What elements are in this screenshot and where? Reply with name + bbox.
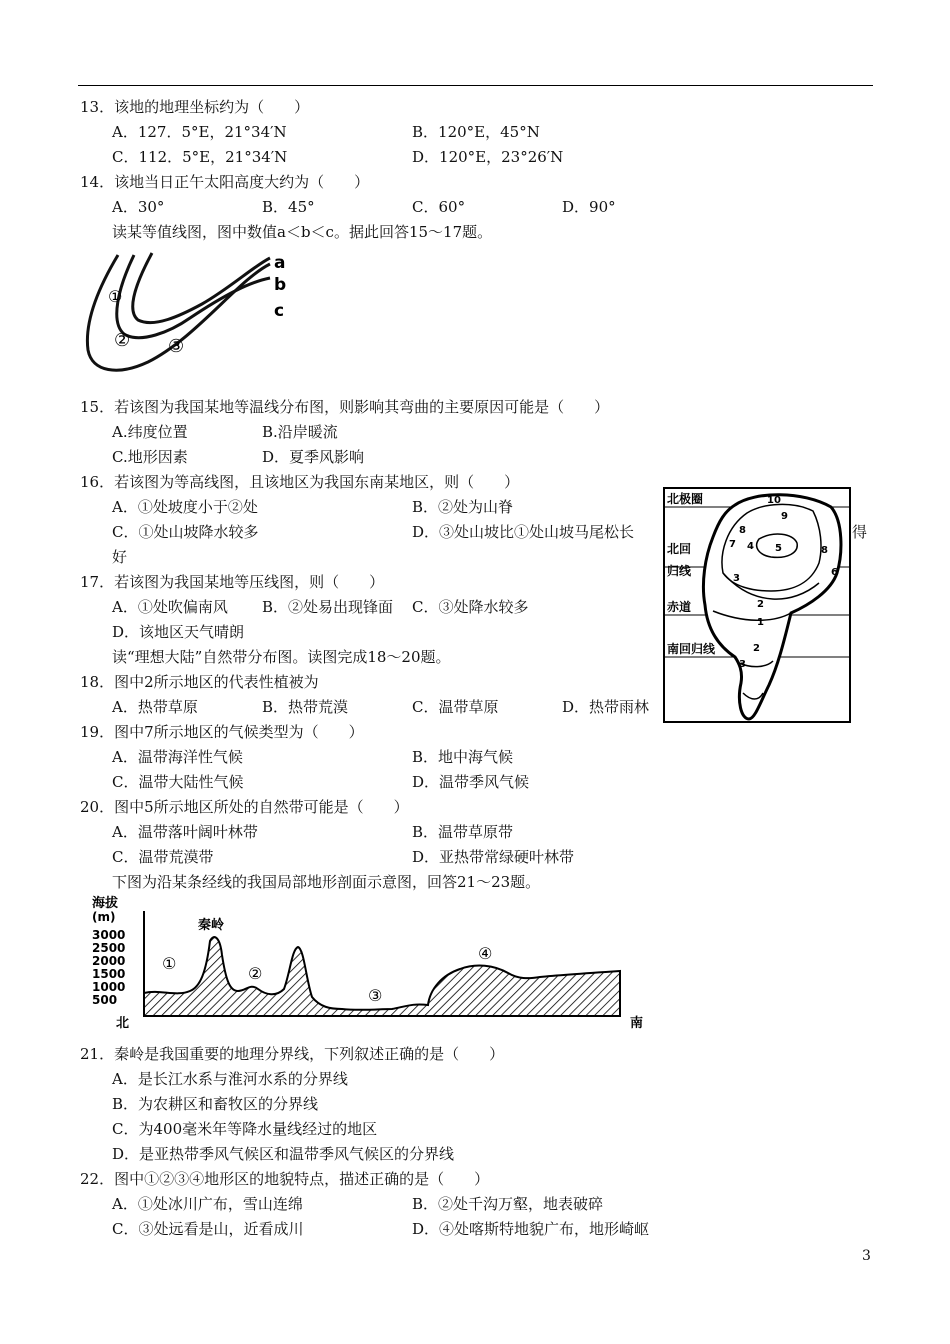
zone-4: 4	[747, 541, 754, 552]
q13-option-d: D．120°E，23°26′N	[412, 148, 564, 166]
q14-option-c: C．60°	[412, 198, 466, 216]
q21-stem: 21．秦岭是我国重要的地理分界线，下列叙述正确的是（ ）	[80, 1045, 505, 1063]
ideal-continent-figure	[663, 487, 851, 723]
q15-stem: 15．若该图为我国某地等温线分布图，则影响其弯曲的主要原因可能是（ ）	[80, 398, 610, 416]
profile-label-south: 南	[630, 1016, 644, 1030]
lat-label-tropic-n-2: 归线	[667, 564, 692, 578]
q22-option-b: B．②处千沟万壑，地表破碎	[412, 1195, 604, 1213]
q14-option-d: D．90°	[562, 198, 616, 216]
q20-option-a: A．温带落叶阔叶林带	[112, 823, 258, 841]
q19-option-a: A．温带海洋性气候	[112, 748, 243, 766]
zone-7: 7	[729, 539, 736, 550]
zone-3b: 3	[739, 659, 746, 670]
profile-peak-qinling: 秦岭	[198, 918, 225, 933]
profile-tick-2000: 2000	[92, 954, 126, 968]
q18-option-c: C．温带草原	[412, 698, 499, 716]
lat-label-tropic-s: 南回归线	[667, 642, 716, 656]
isoline-label-c: c	[274, 301, 285, 321]
q22-option-a: A．①处冰川广布，雪山连绵	[112, 1195, 303, 1213]
profile-marker-3: ③	[368, 986, 383, 1005]
q20-option-c: C．温带荒漠带	[112, 848, 214, 866]
isoline-marker-2: ②	[114, 330, 131, 351]
profile-marker-2: ②	[248, 964, 263, 983]
q20-stem: 20．图中5所示地区所处的自然带可能是（ ）	[80, 798, 409, 816]
q21-option-c: C．为400毫米年等降水量线经过的地区	[112, 1120, 378, 1138]
profile-tick-500: 500	[92, 993, 118, 1007]
q18-stem: 18．图中2所示地区的代表性植被为	[80, 673, 319, 691]
q17-stem: 17．若该图为我国某地等压线图，则（ ）	[80, 573, 385, 591]
zone-3a: 3	[733, 573, 740, 584]
zone-9: 9	[781, 511, 788, 522]
profile-ylabel-unit: (m)	[92, 910, 116, 924]
q13-option-a: A．127．5°E，21°34′N	[112, 123, 287, 141]
lat-label-arctic: 北极圈	[667, 492, 704, 506]
intro-21-23: 下图为沿某条经线的我国局部地形剖面示意图，回答21～23题。	[112, 873, 541, 891]
q18-option-d: D．热带雨林	[562, 698, 650, 716]
q16-option-c: C．①处山坡降水较多	[112, 523, 259, 541]
q17-option-a: A．①处吹偏南风	[112, 598, 228, 616]
terrain-profile-figure	[80, 893, 660, 1030]
q22-option-c: C．③处远看是山，近看成川	[112, 1220, 304, 1238]
q19-stem: 19．图中7所示地区的气候类型为（ ）	[80, 723, 364, 741]
zone-8a: 8	[739, 525, 746, 536]
q16-option-d-tail: 得	[852, 523, 868, 541]
q16-option-b: B．②处为山脊	[412, 498, 514, 516]
profile-ylabel-altitude: 海拔	[92, 896, 119, 911]
q16-option-d: D．③处山坡比①处山坡马尾松长	[412, 523, 635, 541]
zone-5: 5	[775, 543, 782, 554]
q14-option-b: B．45°	[262, 198, 315, 216]
page-number: 3	[862, 1248, 871, 1264]
isoline-label-a: a	[274, 253, 286, 273]
profile-tick-1000: 1000	[92, 980, 126, 994]
isoline-marker-1: ①	[108, 287, 123, 306]
profile-label-north: 北	[116, 1016, 130, 1030]
q15-option-b: B.沿岸暖流	[262, 423, 338, 441]
q13-option-b: B．120°E，45°N	[412, 123, 540, 141]
q17-option-b: B．②处易出现锋面	[262, 598, 394, 616]
intro-15-17: 读某等值线图，图中数值a＜b＜c。据此回答15～17题。	[112, 223, 493, 241]
lat-label-equator: 赤道	[667, 600, 692, 614]
q21-option-a: A．是长江水系与淮河水系的分界线	[112, 1070, 348, 1088]
q14-option-a: A．30°	[112, 198, 165, 216]
q20-option-b: B．温带草原带	[412, 823, 514, 841]
isoline-figure	[78, 250, 298, 385]
profile-marker-1: ①	[162, 954, 177, 973]
intro-18-20: 读“理想大陆”自然带分布图。读图完成18～20题。	[112, 648, 451, 666]
q13-option-c: C．112．5°E，21°34′N	[112, 148, 288, 166]
q22-option-d: D．④处喀斯特地貌广布，地形崎岖	[412, 1220, 650, 1238]
profile-tick-1500: 1500	[92, 967, 126, 981]
q19-option-d: D．温带季风气候	[412, 773, 530, 791]
q18-option-b: B．热带荒漠	[262, 698, 349, 716]
header-rule	[78, 85, 873, 86]
q17-option-c: C．③处降水较多	[412, 598, 529, 616]
lat-label-tropic-n-1: 北回	[667, 542, 692, 556]
q13-stem: 13．该地的地理坐标约为（ ）	[80, 98, 310, 116]
q18-option-a: A．热带草原	[112, 698, 198, 716]
zone-2b: 2	[753, 643, 760, 654]
q22-stem: 22．图中①②③④地形区的地貌特点，描述正确的是（ ）	[80, 1170, 490, 1188]
zone-2a: 2	[757, 599, 764, 610]
profile-marker-4: ④	[478, 944, 493, 963]
profile-tick-2500: 2500	[92, 941, 126, 955]
q14-stem: 14．该地当日正午太阳高度大约为（ ）	[80, 173, 370, 191]
zone-10: 10	[767, 495, 781, 506]
isoline-marker-3: ③	[168, 336, 185, 357]
q19-option-b: B．地中海气候	[412, 748, 514, 766]
zone-6: 6	[831, 567, 838, 578]
q15-option-c: C.地形因素	[112, 448, 188, 466]
q21-option-b: B．为农耕区和畜牧区的分界线	[112, 1095, 319, 1113]
q20-option-d: D．亚热带常绿硬叶林带	[412, 848, 575, 866]
q15-option-d: D．夏季风影响	[262, 448, 365, 466]
q16-stem: 16．若该图为等高线图，且该地区为我国东南某地区，则（ ）	[80, 473, 520, 491]
q17-option-d: D．该地区天气晴朗	[112, 623, 245, 641]
q15-option-a: A.纬度位置	[112, 423, 188, 441]
q21-option-d: D．是亚热带季风气候区和温带季风气候区的分界线	[112, 1145, 455, 1163]
q16-option-a: A．①处坡度小于②处	[112, 498, 258, 516]
q19-option-c: C．温带大陆性气候	[112, 773, 244, 791]
zone-1: 1	[757, 617, 764, 628]
zone-8b: 8	[821, 545, 828, 556]
profile-tick-3000: 3000	[92, 928, 126, 942]
isoline-label-b: b	[274, 275, 287, 295]
q16-option-d-wrap: 好	[112, 548, 128, 566]
